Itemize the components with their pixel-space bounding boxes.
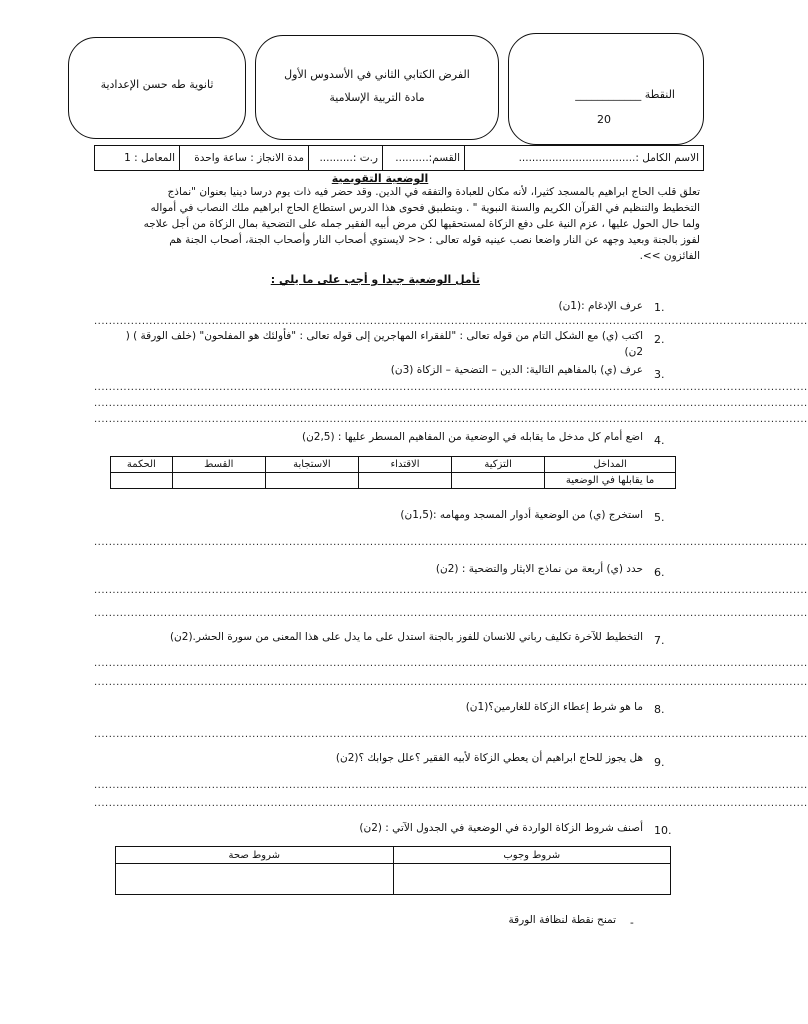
table-cell[interactable]: [116, 864, 394, 895]
question-number: 3.: [654, 368, 665, 381]
question-text: أصنف شروط الزكاة الواردة في الوضعية في الجدول الآتي : (2ن): [359, 822, 643, 834]
conditions-table: [115, 846, 671, 895]
question-text: هل يجوز للحاج ابراهيم أن يعطي الزكاة لأبيه الفقير ؟علل جوابك ؟(2ن): [335, 752, 643, 764]
table-header: الحكمة: [111, 457, 173, 473]
number-field[interactable]: ر.ت :..........: [319, 152, 378, 164]
table-cell[interactable]: [452, 473, 545, 489]
table-cell[interactable]: [172, 473, 265, 489]
instruction: تأمل الوضعية جيدا و أجب على ما يلي :: [270, 273, 480, 286]
situation-line: الفائزون >>.: [639, 250, 700, 262]
answer-line[interactable]: ..................................................................................................................................................................................................: [94, 608, 808, 619]
answer-line[interactable]: ..................................................................................................................................................................................................: [94, 729, 808, 740]
table-header: القسط: [172, 457, 265, 473]
question-text: التخطيط للآخرة تكليف رباني للانسان للفوز بالجنة استدل على ما يدل على هذا المعنى من سورة الحشر.(2ن): [169, 631, 643, 643]
question-number: 4.: [654, 434, 665, 447]
subject-name: مادة التربية الإسلامية: [329, 91, 425, 104]
table-header: التزكية: [452, 457, 545, 473]
answer-line[interactable]: ..................................................................................................................................................................................................: [94, 414, 808, 425]
table-cell[interactable]: [265, 473, 358, 489]
answer-line[interactable]: ..................................................................................................................................................................................................: [94, 677, 808, 688]
question-text: عرف الإدغام :(1ن): [558, 300, 643, 312]
school-box: [68, 37, 246, 139]
question-text: حدد (ي) أربعة من نماذج الايثار والتضحية : (2ن): [435, 563, 643, 575]
score-box: [508, 33, 704, 145]
answer-line[interactable]: ..................................................................................................................................................................................................: [94, 382, 808, 393]
question-text-cont: 2ن): [624, 346, 643, 358]
exam-title: الفرض الكتابي الثاني في الأسدوس الأول: [284, 68, 470, 81]
score-total: 20: [597, 113, 611, 126]
table-header: شروط صحة: [116, 847, 394, 864]
coefficient-label: المعامل : 1: [124, 152, 175, 164]
situation-line: التخطيط والتنظيم في القرآن الكريم والسنة النبوية " . وبتطبيق فحوى هذا الدرس استطاع الحاج ابراهيم ملك النصاب في أمواله: [150, 202, 700, 214]
question-number: 9.: [654, 756, 665, 769]
answer-line[interactable]: ..................................................................................................................................................................................................: [94, 798, 808, 809]
duration-label: مدة الانجاز : ساعة واحدة: [194, 152, 304, 164]
class-field[interactable]: القسم:..........: [395, 152, 460, 164]
situation-line: ولما حال الحول عليها ، عزم النية على دفع الزكاة لمستحقيها لكن مرض أبيه الفقير جمله على التضحية بمال الزكاة من أجل علاجه: [143, 218, 700, 230]
exam-title-box: [255, 35, 499, 140]
footer-note: تمنح نقطة لنظافة الورقة: [508, 914, 616, 926]
question-number: 7.: [654, 634, 665, 647]
answer-line[interactable]: ..................................................................................................................................................................................................: [94, 537, 808, 548]
situation-title: الوضعية التقويمية: [331, 172, 429, 185]
question-text: عرف (ي) بالمفاهيم التالية: الدين – التضحية – الزكاة (3ن): [390, 364, 643, 376]
situation-line: تعلق قلب الحاج ابراهيم بالمسجد كثيرا، لأنه مكان للعبادة والتفقه في الدين. وقد حضر فيه ذات يوم درسا دينيا بعنوان "نماذج: [167, 186, 700, 198]
question-text: اكتب (ي) مع الشكل التام من قوله تعالى : "للفقراء المهاجرين إلى قوله تعالى : "فأولئك هو المفلحون" (خلف الورقة ) (: [125, 330, 643, 342]
table-cell[interactable]: [393, 864, 671, 895]
concepts-table: [110, 456, 676, 489]
table-cell[interactable]: [111, 473, 173, 489]
footer-bullet: -: [630, 917, 634, 929]
answer-line[interactable]: ..................................................................................................................................................................................................: [94, 316, 808, 327]
table-header: المداخل: [545, 457, 676, 473]
answer-line[interactable]: ..................................................................................................................................................................................................: [94, 398, 808, 409]
table-cell[interactable]: [358, 473, 451, 489]
school-name: ثانوية طه حسن الإعدادية: [100, 78, 214, 91]
table-header: الاقتداء: [358, 457, 451, 473]
table-header: الاستجابة: [265, 457, 358, 473]
question-number: 10.: [654, 824, 672, 837]
student-info-row: [94, 145, 704, 171]
answer-line[interactable]: ..................................................................................................................................................................................................: [94, 585, 808, 596]
answer-line[interactable]: ..................................................................................................................................................................................................: [94, 658, 808, 669]
table-row-label: ما يقابلها في الوضعية: [545, 473, 676, 489]
table-header: شروط وجوب: [393, 847, 671, 864]
question-number: 6.: [654, 566, 665, 579]
situation-text: [95, 184, 700, 264]
question-text: اضع أمام كل مدخل ما يقابله في الوضعية من المفاهيم المسطر عليها : (2,5ن): [301, 431, 643, 443]
question-text: استخرج (ي) من الوضعية أدوار المسجد ومهامه :(1,5ن): [400, 509, 643, 521]
situation-line: لفوز بالجنة وبعيد وجهه عن النار واضعا نصب عينيه قوله تعالى : << لايستوي أصحاب النار وأصحاب الجنة، أصحاب الجنة هم: [169, 234, 700, 246]
question-number: 5.: [654, 511, 665, 524]
question-number: 2.: [654, 333, 665, 346]
score-label: النقطة ____________: [575, 88, 675, 101]
question-number: 8.: [654, 703, 665, 716]
student-name-field[interactable]: الاسم الكامل :...................................: [518, 152, 699, 164]
question-number: 1.: [654, 301, 665, 314]
answer-line[interactable]: ..................................................................................................................................................................................................: [94, 780, 808, 791]
question-text: ما هو شرط إعطاء الزكاة للغارمين؟(1ن): [465, 701, 643, 713]
